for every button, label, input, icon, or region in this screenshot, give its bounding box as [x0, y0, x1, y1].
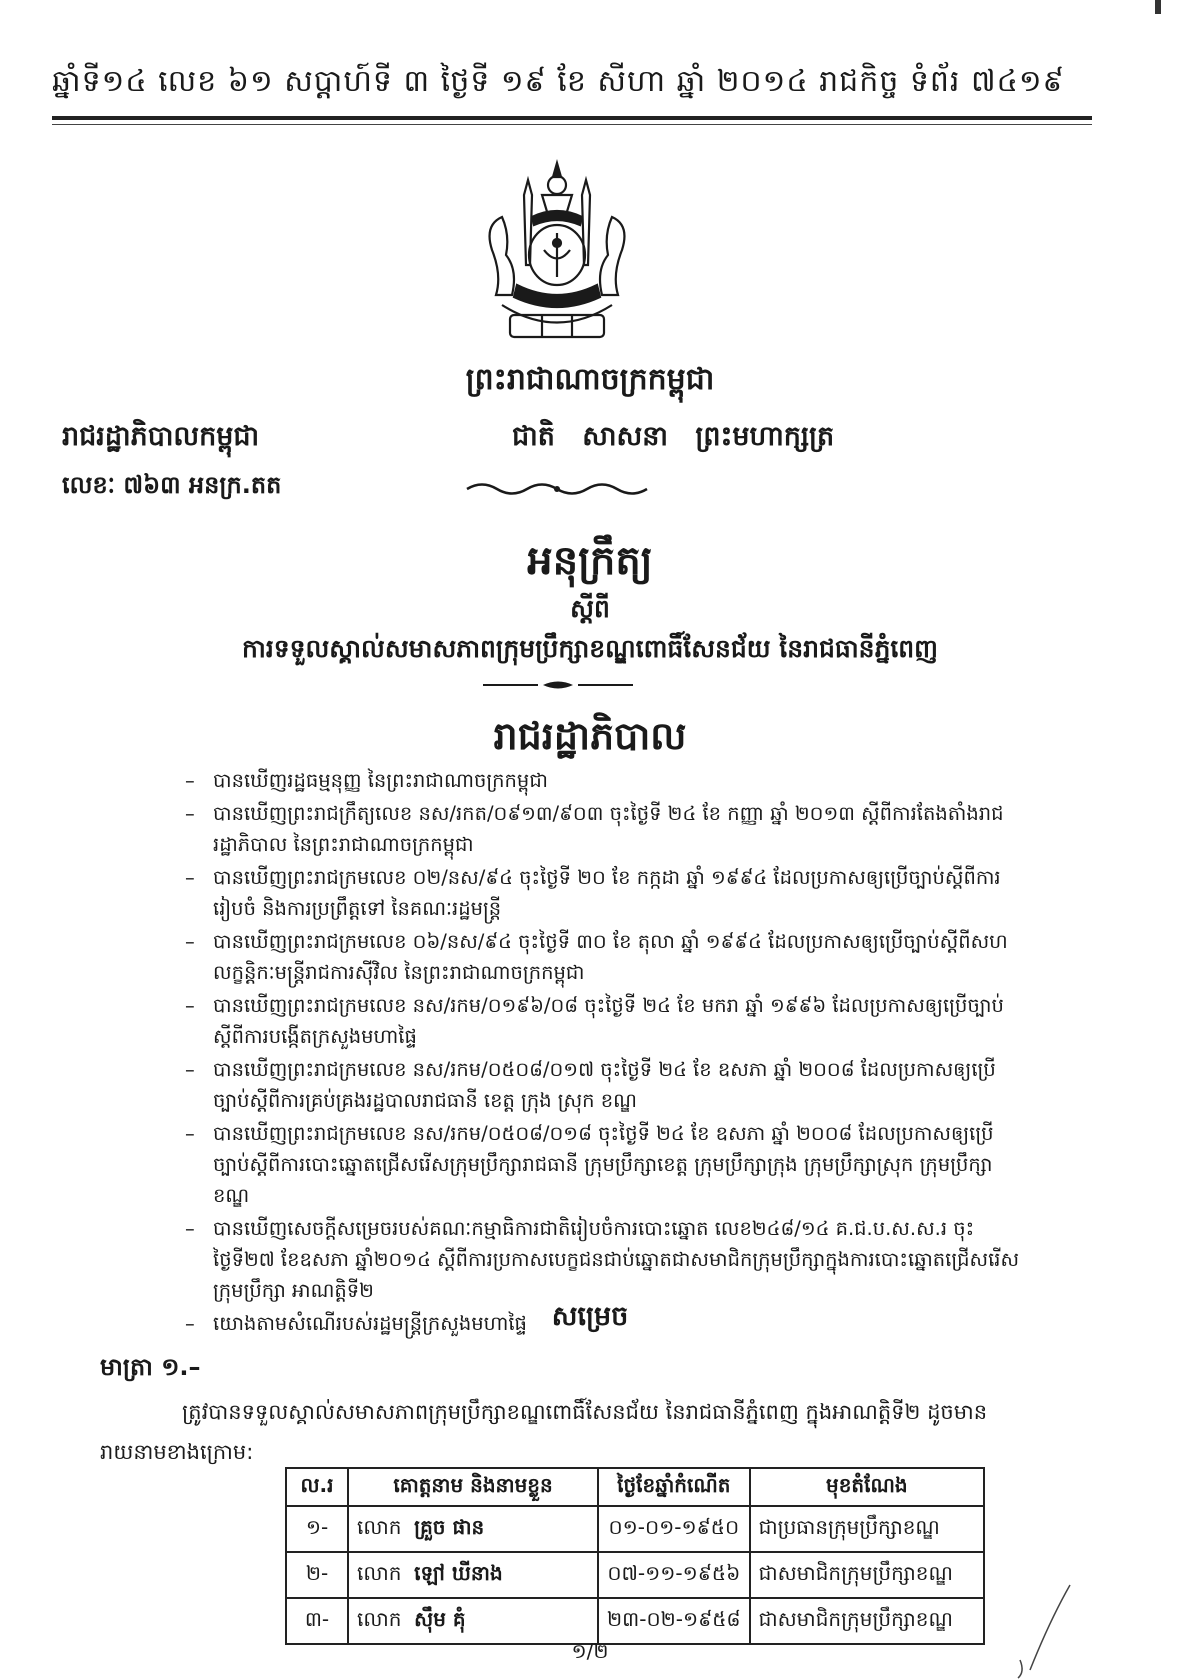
council-members-table [285, 1467, 985, 1645]
member-name-cell [348, 1506, 598, 1552]
consideration-item: – បានឃើញរដ្ឋធម្មនុញ្ញ នៃព្រះរាជាណាចក្រកម្ពុជា [185, 769, 548, 792]
document-subject: ការទទួលស្គាល់សមាសភាពក្រុមប្រឹក្សាខណ្ឌពោធិ៍សែនជ័យ នៃរាជធានីភ្នំពេញ [242, 634, 938, 663]
member-name: ឡៅ ឃីនាង [414, 1561, 503, 1585]
consideration-item: – បានឃើញព្រះរាជក្រមលេខ ០២/នស/៩៤ ចុះថ្ងៃទី ២០ ខែ កក្កដា ឆ្នាំ ១៩៩៤ ដែលប្រកាសឲ្យប្រើច្បាប់ស្តីពីការរៀបចំ និងការប្រព្រឹត្តទៅ នៃគណៈរដ្ឋមន្ត្រី [185, 866, 1001, 920]
issuer-title: រាជរដ្ឋាភិបាល [493, 714, 687, 758]
article-body: ត្រូវបានទទួលស្គាល់សមាសភាពក្រុមប្រឹក្សាខណ្ឌពោធិ៍សែនជ័យ នៃរាជធានីភ្នំពេញ ក្នុងអាណត្តិទី២ ដូចមានរាយនាមខាងក្រោម: [100, 1400, 988, 1464]
consideration-text: បានឃើញព្រះរាជក្រមលេខ នស/រកម/០៥០៨/០១៨ ចុះថ្ងៃទី ២៤ ខែ ឧសភា ឆ្នាំ ២០០៨ ដែលប្រកាសឲ្យប្រើច្បាប់ស្តីពីការបោះឆ្នោតជ្រើសរើសក្រុមប្រឹក្សារាជធានី ក្រុមប្រឹក្សាខេត្ត ក្រុមប្រឹក្សាក្រុង ក្រុមប្រឹក្សាស្រុក ក្រុមប្រឹក្សាខណ្ឌ [213, 1122, 994, 1207]
consideration-text: បានឃើញព្រះរាជក្រមលេខ នស/រកម/០៥០៨/០១៧ ចុះថ្ងៃទី ២៤ ខែ ឧសភា ឆ្នាំ ២០០៨ ដែលប្រកាសឲ្យប្រើច្បាប់ស្តីពីការគ្រប់គ្រងរដ្ឋបាលរាជធានី ខេត្ត ក្រុង ស្រុក ខណ្ឌ [213, 1058, 996, 1112]
consideration-text: បានឃើញព្រះរាជក្រមលេខ ០៦/នស/៩៤ ចុះថ្ងៃទី ៣០ ខែ តុលា ឆ្នាំ ១៩៩៤ ដែលប្រកាសឲ្យប្រើច្បាប់ស្តីពីសហលក្ខន្តិកៈមន្ត្រីរាជការស៊ីវិល នៃព្រះរាជាណាចក្រកម្ពុជា [213, 930, 1008, 984]
regarding-label: ស្តីពី [570, 594, 610, 623]
decides-heading: សម្រេច [551, 1301, 629, 1332]
header-rule-thick [52, 116, 1092, 120]
member-position: ជាសមាជិកក្រុមប្រឹក្សាខណ្ឌ [750, 1552, 984, 1598]
kingdom-title: ព្រះរាជាណាចក្រកម្ពុជា [465, 362, 715, 397]
royal-coat-of-arms-icon [462, 155, 652, 350]
consideration-text: បានឃើញព្រះរាជក្រមលេខ ០២/នស/៩៤ ចុះថ្ងៃទី ២០ ខែ កក្កដា ឆ្នាំ ១៩៩៤ ដែលប្រកាសឲ្យប្រើច្បាប់ស្តីពីការរៀបចំ និងការប្រព្រឹត្តទៅ នៃគណៈរដ្ឋមន្ត្រី [213, 866, 1001, 920]
consideration-text: យោងតាមសំណើរបស់រដ្ឋមន្ត្រីក្រសួងមហាផ្ទៃ [213, 1312, 527, 1335]
consideration-text: បានឃើញព្រះរាជក្រឹត្យលេខ នស/រកត/០៩១៣/៩០៣ ចុះថ្ងៃទី ២៤ ខែ កញ្ញា ឆ្នាំ ២០១៣ ស្តីពីការតែងតាំងរាជរដ្ឋាភិបាល នៃព្រះរាជាណាចក្រកម្ពុជា [213, 802, 1004, 856]
member-name-cell [348, 1552, 598, 1598]
column-header-no: ល.រ [286, 1468, 348, 1506]
member-position: ជាសមាជិកក្រុមប្រឹក្សាខណ្ឌ [750, 1598, 984, 1644]
consideration-item: – បានឃើញព្រះរាជក្រមលេខ នស/រកម/០១៩៦/០៨ ចុះថ្ងៃទី ២៤ ខែ មករា ឆ្នាំ ១៩៩៦ ដែលប្រកាសឲ្យប្រើច្បាប់ស្តីពីការបង្កើតក្រសួងមហាផ្ទៃ [185, 994, 1004, 1048]
government-name: រាជរដ្ឋាភិបាលកម្ពុជា [62, 421, 260, 452]
consideration-item: – បានឃើញព្រះរាជក្រមលេខ នស/រកម/០៥០៨/០១៨ ចុះថ្ងៃទី ២៤ ខែ ឧសភា ឆ្នាំ ២០០៨ ដែលប្រកាសឲ្យប្រើច្បាប់ស្តីពីការបោះឆ្នោតជ្រើសរើសក្រុមប្រឹក្សារាជធានី ក្រុមប្រឹក្សាខេត្ត ក្រុមប្រឹក្សាក្រុង ក្រុមប្រឹក្សាស្រុក ក្រុមប្រឹក្សាខណ្ឌ [185, 1122, 994, 1207]
consideration-item: – បានឃើញព្រះរាជក្រមលេខ នស/រកម/០៥០៨/០១៧ ចុះថ្ងៃទី ២៤ ខែ ឧសភា ឆ្នាំ ២០០៨ ដែលប្រកាសឲ្យប្រើច្បាប់ស្តីពីការគ្រប់គ្រងរដ្ឋបាលរាជធានី ខេត្ត ក្រុង ស្រុក ខណ្ឌ [185, 1058, 996, 1112]
small-ornament-icon [478, 678, 638, 692]
member-dob: ២៣-០២-១៩៥៨ [598, 1598, 750, 1644]
page-number: ១/២ [571, 1639, 609, 1663]
member-title: លោក [357, 1561, 402, 1585]
consideration-item: – យោងតាមសំណើរបស់រដ្ឋមន្ត្រីក្រសួងមហាផ្ទៃ [185, 1312, 527, 1335]
table-header-row [286, 1468, 984, 1506]
member-name: គ្រួច ផាន [414, 1515, 485, 1539]
table-row [286, 1506, 984, 1552]
corner-mark [1155, 0, 1161, 14]
reference-number: លេខៈ ៧៦៣ អនក្រ.តត [62, 471, 282, 499]
consideration-item: – បានឃើញព្រះរាជក្រមលេខ ០៦/នស/៩៤ ចុះថ្ងៃទី ៣០ ខែ តុលា ឆ្នាំ ១៩៩៤ ដែលប្រកាសឲ្យប្រើច្បាប់ស្តីពីសហលក្ខន្តិកៈមន្ត្រីរាជការស៊ីវិល នៃព្រះរាជាណាចក្រកម្ពុជា [185, 930, 1008, 984]
consideration-item: – បានឃើញព្រះរាជក្រឹត្យលេខ នស/រកត/០៩១៣/៩០៣ ចុះថ្ងៃទី ២៤ ខែ កញ្ញា ឆ្នាំ ២០១៣ ស្តីពីការតែងតាំងរាជរដ្ឋាភិបាល នៃព្រះរាជាណាចក្រកម្ពុជា [185, 802, 1004, 856]
member-title: លោក [357, 1607, 402, 1631]
column-header-dob: ថ្ងៃខែឆ្នាំកំណើត [598, 1468, 750, 1506]
header-rule-thin [52, 124, 1092, 125]
member-title: លោក [357, 1515, 402, 1539]
consideration-text: បានឃើញរដ្ឋធម្មនុញ្ញ នៃព្រះរាជាណាចក្រកម្ពុជា [213, 769, 548, 792]
pen-mark-icon [990, 1580, 1080, 1680]
consideration-text: បានឃើញព្រះរាជក្រមលេខ នស/រកម/០១៩៦/០៨ ចុះថ្ងៃទី ២៤ ខែ មករា ឆ្នាំ ១៩៩៦ ដែលប្រកាសឲ្យប្រើច្បាប់ស្តីពីការបង្កើតក្រសួងមហាផ្ទៃ [213, 994, 1004, 1048]
row-number: ២- [286, 1552, 348, 1598]
member-dob: ០៧-១១-១៩៥៦ [598, 1552, 750, 1598]
member-position: ជាប្រធានក្រុមប្រឹក្សាខណ្ឌ [750, 1506, 984, 1552]
document-type: អនុក្រឹត្យ [527, 538, 653, 584]
table-row [286, 1552, 984, 1598]
consideration-item: – បានឃើញសេចក្តីសម្រេចរបស់គណៈកម្មាធិការជាតិរៀបចំការបោះឆ្នោត លេខ២៤៨/១៤ គ.ជ.ប.ស.ស.រ ចុះថ្ងៃទី២៧ ខែឧសភា ឆ្នាំ២០១៤ ស្តីពីការប្រកាសបេក្ខជនជាប់ឆ្នោតជាសមាជិកក្រុមប្រឹក្សាក្នុងការបោះឆ្នោតជ្រើសរើសក្រុមប្រឹក្សា អាណត្តិទី២ [185, 1217, 1020, 1302]
member-dob: ០១-០១-១៩៥០ [598, 1506, 750, 1552]
member-name: ស៊ឹម គុំ [414, 1607, 466, 1631]
ornament-divider-icon [462, 478, 652, 500]
column-header-position: មុខតំណែង [750, 1468, 984, 1506]
consideration-text: បានឃើញសេចក្តីសម្រេចរបស់គណៈកម្មាធិការជាតិរៀបចំការបោះឆ្នោត លេខ២៤៨/១៤ គ.ជ.ប.ស.ស.រ ចុះថ្ងៃទី២៧ ខែឧសភា ឆ្នាំ២០១៤ ស្តីពីការប្រកាសបេក្ខជនជាប់ឆ្នោតជាសមាជិកក្រុមប្រឹក្សាក្នុងការបោះឆ្នោតជ្រើសរើសក្រុមប្រឹក្សា អាណត្តិទី២ [213, 1217, 1020, 1302]
gazette-header: ឆ្នាំទី១៤ លេខ ៦១ សប្តាហ៍ទី ៣ ថ្ងៃទី ១៩ ខែ សីហា ឆ្នាំ ២០១៤ រាជកិច្ច ទំព័រ ៧៤១៩ [52, 64, 1065, 99]
row-number: ៣- [286, 1598, 348, 1644]
national-motto: ជាតិ សាសនា ព្រះមហាក្សត្រ [512, 421, 835, 452]
column-header-name: គោត្តនាម និងនាមខ្លួន [348, 1468, 598, 1506]
considerations-list [185, 765, 1025, 1341]
row-number: ១- [286, 1506, 348, 1552]
article-title: មាត្រា ១.– [100, 1353, 201, 1381]
